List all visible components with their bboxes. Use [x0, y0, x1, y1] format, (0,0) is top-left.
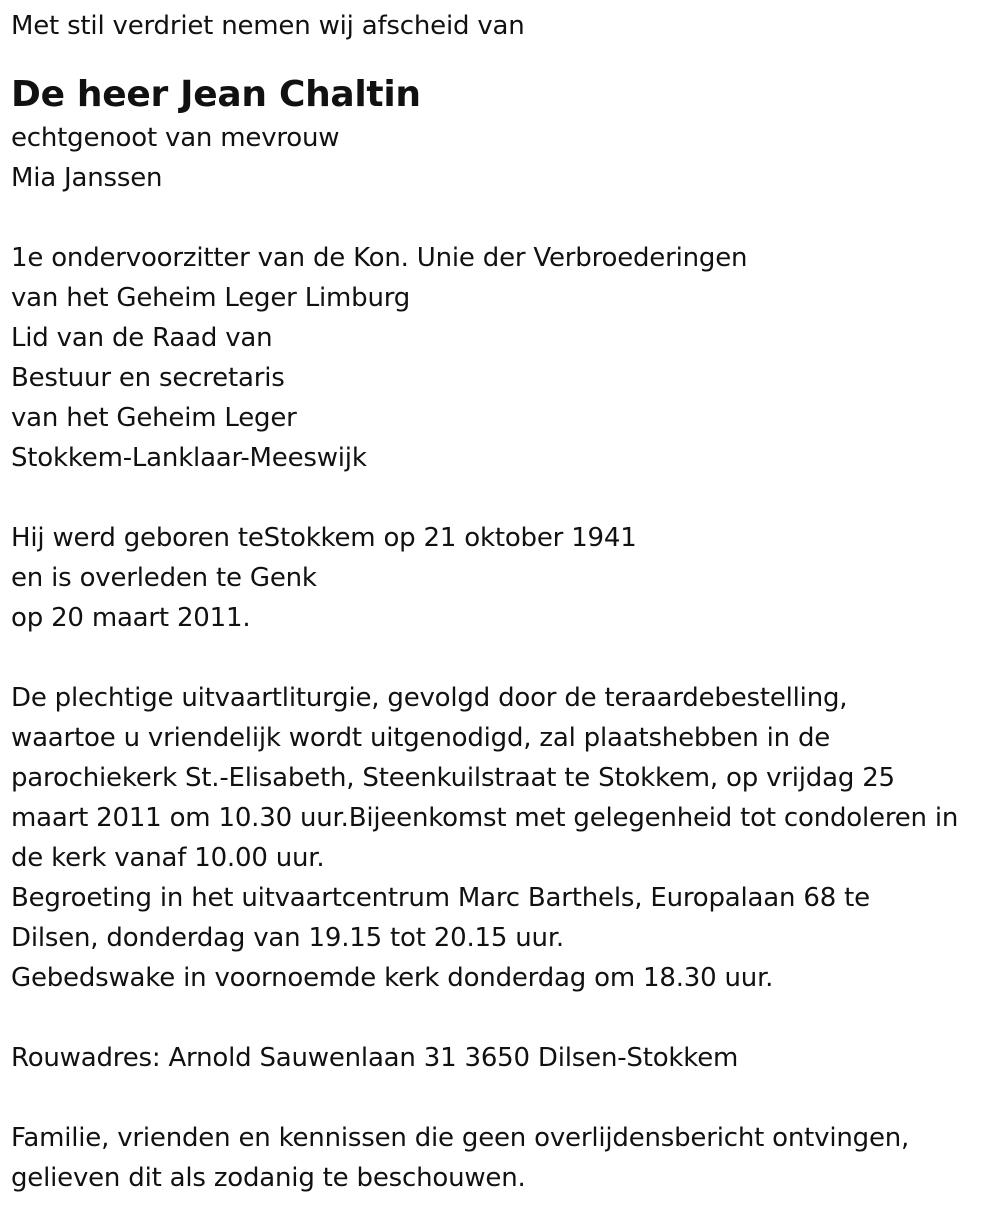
closing-line: Familie, vrienden en kennissen die geen overlijdensbericht ontvingen,	[11, 1123, 910, 1153]
ceremony-line: Gebedswake in voornoemde kerk donderdag om 18.30 uur.	[11, 963, 774, 993]
birth-line: Hij werd geboren teStokkem op 21 oktober 1941	[11, 523, 637, 553]
ceremony-line: waartoe u vriendelijk wordt uitgenodigd, zal plaatshebben in de	[11, 723, 831, 753]
function-line: 1e ondervoorzitter van de Kon. Unie der Verbroederingen	[11, 243, 748, 273]
spacer	[11, 638, 996, 678]
obituary-notice	[11, 6, 996, 1198]
life-block	[11, 518, 996, 638]
spacer	[11, 198, 996, 238]
intro-line: Met stil verdriet nemen wij afscheid van	[11, 11, 525, 41]
deceased-name: De heer Jean Chaltin	[11, 74, 421, 115]
function-line: Bestuur en secretaris	[11, 363, 285, 393]
ceremony-line: Dilsen, donderdag van 19.15 tot 20.15 uur.	[11, 923, 564, 953]
function-line: Stokkem-Lanklaar-Meeswijk	[11, 443, 367, 473]
function-line: Lid van de Raad van	[11, 323, 273, 353]
function-line: van het Geheim Leger	[11, 403, 297, 433]
ceremony-line: de kerk vanaf 10.00 uur.	[11, 843, 325, 873]
ceremony-line: De plechtige uitvaartliturgie, gevolgd door de teraardebestelling,	[11, 683, 848, 713]
spacer	[11, 1078, 996, 1118]
spacer	[11, 478, 996, 518]
spacer	[11, 998, 996, 1038]
function-line: van het Geheim Leger Limburg	[11, 283, 411, 313]
spouse-block	[11, 118, 996, 198]
ceremony-line: Begroeting in het uitvaartcentrum Marc Barthels, Europalaan 68 te	[11, 883, 870, 913]
death-date-line: op 20 maart 2011.	[11, 603, 251, 633]
ceremony-block	[11, 678, 996, 998]
functions-block	[11, 238, 996, 478]
spouse-name: Mia Janssen	[11, 163, 163, 193]
closing-line: gelieven dit als zodanig te beschouwen.	[11, 1163, 526, 1193]
death-place-line: en is overleden te Genk	[11, 563, 317, 593]
spouse-line: echtgenoot van mevrouw	[11, 123, 340, 153]
mourning-address: Rouwadres: Arnold Sauwenlaan 31 3650 Dilsen-Stokkem	[11, 1043, 739, 1073]
ceremony-line: maart 2011 om 10.30 uur.Bijeenkomst met gelegenheid tot condoleren in	[11, 803, 959, 833]
closing-block	[11, 1118, 996, 1198]
ceremony-line: parochiekerk St.-Elisabeth, Steenkuilstraat te Stokkem, op vrijdag 25	[11, 763, 895, 793]
